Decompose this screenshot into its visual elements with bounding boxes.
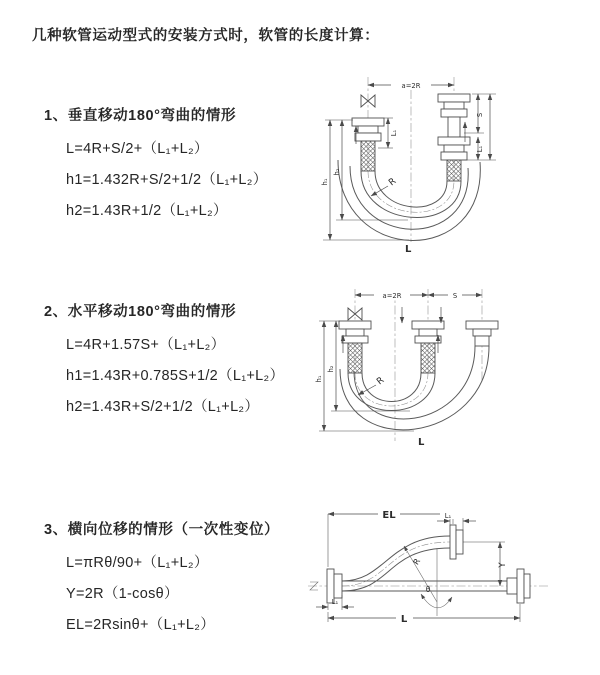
dim-y bbox=[463, 542, 508, 586]
diagram-horizontal-180-bend bbox=[310, 283, 600, 458]
dim-label-s: S bbox=[476, 112, 484, 118]
right-fitting bbox=[466, 321, 498, 346]
dim-label-theta: θ bbox=[425, 585, 431, 594]
braided-hose bbox=[447, 160, 461, 181]
flange bbox=[358, 126, 378, 133]
flange bbox=[450, 525, 456, 559]
curved-hose bbox=[342, 536, 450, 591]
braided-hose bbox=[361, 141, 375, 171]
formula-s3-l: L=πRθ/90+（L₁+L₂） bbox=[66, 555, 209, 571]
formula-s3-y: Y=2R（1-cosθ） bbox=[66, 586, 179, 602]
braided-hose bbox=[348, 343, 362, 373]
flange bbox=[517, 569, 524, 603]
diagram-lateral-displacement bbox=[300, 498, 600, 656]
middle-fitting bbox=[412, 321, 444, 373]
flange bbox=[339, 321, 371, 329]
dim-label-el: EL bbox=[382, 510, 396, 521]
dim-label-l-bottom: L bbox=[418, 437, 425, 448]
flange bbox=[441, 152, 467, 160]
lower-right-flange bbox=[507, 569, 530, 603]
dim-label-y: Y bbox=[498, 562, 508, 568]
flange bbox=[412, 321, 444, 329]
formula-s2-h2: h2=1.43R+S/2+1/2（L₁+L₂） bbox=[66, 399, 260, 415]
dim-label-l1-bottom: L₁ bbox=[331, 598, 339, 606]
flange bbox=[334, 574, 342, 598]
dim-label-h1: h₁ bbox=[315, 375, 323, 383]
section-2-heading: 2、水平移动180°弯曲的情形 bbox=[44, 304, 237, 320]
dim-label-r: R bbox=[411, 556, 423, 567]
dim-label-l-bottom: L bbox=[405, 244, 412, 255]
dim-label-h2: h₂ bbox=[327, 365, 335, 373]
dim-label-l1-top: L₁ bbox=[444, 512, 452, 520]
dim-l1-bottom bbox=[316, 595, 354, 610]
valve-icon bbox=[361, 95, 368, 107]
dim-label-a2r: a=2R bbox=[382, 292, 402, 300]
flange bbox=[441, 109, 467, 117]
dim-l bbox=[328, 604, 520, 625]
flange bbox=[444, 102, 464, 109]
flange bbox=[444, 145, 464, 152]
dim-label-h2: h₂ bbox=[333, 168, 341, 176]
dim-label-r: R bbox=[375, 375, 387, 388]
flange bbox=[415, 336, 441, 343]
dim-l1-top bbox=[437, 511, 476, 530]
pipe bbox=[448, 117, 460, 137]
braided-hose bbox=[421, 343, 435, 373]
valve-icon bbox=[368, 95, 375, 107]
dim-a2r-s bbox=[355, 289, 482, 300]
flange bbox=[342, 336, 368, 343]
upper-right-flange bbox=[450, 525, 463, 559]
flange bbox=[438, 94, 470, 102]
dim-a2r bbox=[368, 79, 454, 90]
formula-s2-l: L=4R+1.57S+（L₁+L₂） bbox=[66, 337, 226, 353]
flange bbox=[352, 118, 384, 126]
formula-s2-h1: h1=1.43R+0.785S+1/2（L₁+L₂） bbox=[66, 368, 285, 384]
valve-icon bbox=[348, 308, 355, 320]
flange bbox=[524, 574, 530, 598]
dim-s-l1-right bbox=[462, 94, 496, 160]
flange bbox=[346, 329, 364, 336]
dim-label-a2r: a=2R bbox=[401, 82, 421, 90]
flange bbox=[456, 530, 463, 554]
flange bbox=[473, 329, 491, 336]
dim-label-r: R bbox=[387, 176, 399, 189]
flange bbox=[355, 133, 381, 141]
diagram-vertical-180-bend bbox=[312, 70, 600, 260]
section-1 bbox=[44, 104, 319, 227]
dim-label-l1: L₁ bbox=[390, 129, 398, 137]
flange bbox=[507, 578, 517, 594]
dim-label-l1-right: L₁ bbox=[476, 145, 484, 153]
dim-label-h1: h₁ bbox=[321, 178, 329, 186]
flange bbox=[419, 329, 437, 336]
section-2 bbox=[44, 300, 319, 423]
flange bbox=[466, 321, 498, 329]
dim-label-l-bottom: L bbox=[400, 614, 408, 625]
formula-s1-l: L=4R+S/2+（L₁+L₂） bbox=[66, 141, 209, 157]
formula-s1-h1: h1=1.432R+S/2+1/2（L₁+L₂） bbox=[66, 172, 268, 188]
formula-s1-h2: h2=1.43R+1/2（L₁+L₂） bbox=[66, 203, 228, 219]
section-1-heading: 1、垂直移动180°弯曲的情形 bbox=[44, 108, 237, 124]
page-title: 几种软管运动型式的安装方式时，软管的长度计算： bbox=[32, 28, 380, 44]
valve-icon bbox=[355, 308, 362, 320]
formula-s3-el: EL=2Rsinθ+（L₁+L₂） bbox=[66, 617, 216, 633]
flange bbox=[475, 336, 489, 346]
section-3 bbox=[44, 518, 319, 641]
section-3-heading: 3、横向位移的情形（一次性变位） bbox=[44, 522, 280, 538]
dim-label-s: S bbox=[452, 292, 458, 300]
centerlines bbox=[355, 289, 482, 441]
